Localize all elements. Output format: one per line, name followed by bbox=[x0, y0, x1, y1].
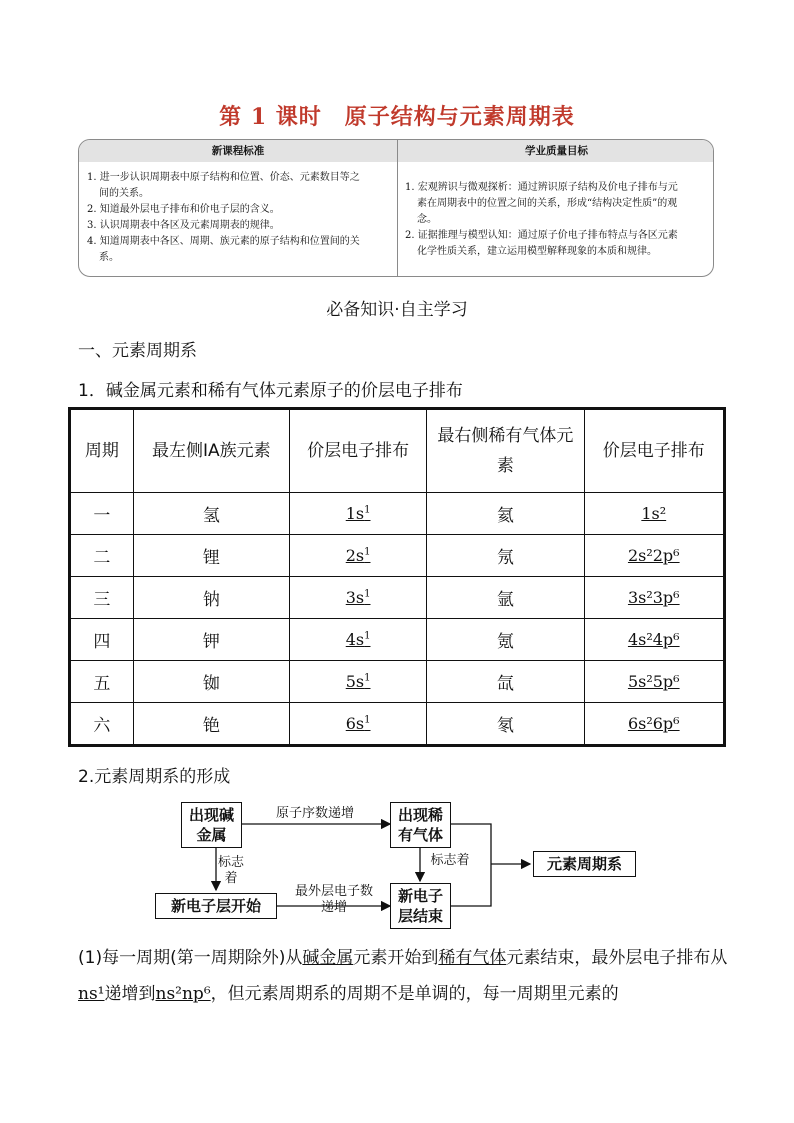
left-element-cell: 铷 bbox=[133, 661, 289, 703]
left-element-cell: 锂 bbox=[133, 535, 289, 577]
text-run: 元素开始到 bbox=[353, 948, 439, 968]
page-title: 第 1 课时 原子结构与元素周期表 bbox=[219, 104, 575, 130]
text-run: 元素结束，最外层电子排布从 bbox=[506, 948, 728, 968]
period-cell: 四 bbox=[70, 619, 134, 661]
flow-label-marks-left: 标志着 bbox=[217, 855, 244, 886]
heading-valence-configuration: 1．碱金属元素和稀有气体元素原子的价层电子排布 bbox=[78, 381, 463, 401]
right-element-cell: 氦 bbox=[427, 493, 584, 535]
config-base: 5s bbox=[345, 671, 365, 691]
flow-label-marks-right: 标志着 bbox=[430, 853, 470, 868]
standard-item: 间的关系。 bbox=[99, 188, 149, 199]
header-left-config: 价层电子排布 bbox=[289, 409, 426, 493]
right-config-value: 3s²3p⁶ bbox=[627, 587, 680, 607]
config-base: 3s bbox=[345, 587, 365, 607]
config-superscript: 1 bbox=[364, 630, 371, 642]
right-element-cell: 氡 bbox=[427, 703, 584, 746]
goal-item: 2. 证据推理与模型认知：通过原子价电子排布特点与各区元素 bbox=[405, 230, 678, 241]
config-superscript: 1 bbox=[364, 588, 371, 600]
goal-item: 化学性质关系，建立运用模型解释现象的本质和规律。 bbox=[417, 246, 657, 257]
standards-left-header: 新课程标准 bbox=[79, 140, 397, 162]
right-element-cell: 氖 bbox=[427, 535, 584, 577]
config-base: 2s bbox=[345, 545, 365, 565]
config-superscript: 1 bbox=[364, 504, 371, 516]
config-superscript: 1 bbox=[364, 714, 371, 726]
right-config-value: 5s²5p⁶ bbox=[627, 671, 680, 691]
period-cell: 一 bbox=[70, 493, 134, 535]
right-config-value: 6s²6p⁶ bbox=[627, 713, 680, 733]
standard-item: 系。 bbox=[99, 252, 119, 263]
header-right-config: 价层电子排布 bbox=[584, 409, 724, 493]
period-cell: 二 bbox=[70, 535, 134, 577]
config-superscript: 1 bbox=[364, 672, 371, 684]
right-element-cell: 氙 bbox=[427, 661, 584, 703]
config-superscript: 1 bbox=[364, 546, 371, 558]
underlined-answer: 碱金属 bbox=[302, 948, 354, 968]
standard-item: 4. 知道周期表中各区、周期、族元素的原子结构和位置间的关 bbox=[87, 236, 360, 247]
underlined-answer: 稀有气体 bbox=[438, 948, 507, 968]
header-left-element: 最左侧ⅠA族元素 bbox=[133, 409, 289, 493]
config-base: 6s bbox=[345, 713, 365, 733]
flow-box-new-shell-end: 新电子层结束 bbox=[390, 883, 451, 929]
underlined-answer: ns¹ bbox=[78, 984, 105, 1004]
right-config-value: 2s²2p⁶ bbox=[627, 545, 680, 565]
config-base: 4s bbox=[345, 629, 365, 649]
text-run: 递增到 bbox=[104, 984, 156, 1004]
underlined-answer: ns²np⁶ bbox=[155, 984, 211, 1004]
standard-item: 2. 知道最外层电子排布和价电子层的含义。 bbox=[87, 204, 280, 215]
text-run: ，但元素周期系的周期不是单调的，每一周期里元素的 bbox=[210, 984, 619, 1004]
paragraph-periods bbox=[78, 940, 728, 1012]
flow-label-outer-electrons: 最外层电子数递增 bbox=[294, 884, 373, 915]
flow-box-new-shell-start: 新电子层开始 bbox=[155, 893, 277, 919]
period-cell: 五 bbox=[70, 661, 134, 703]
right-element-cell: 氪 bbox=[427, 619, 584, 661]
left-element-cell: 钾 bbox=[133, 619, 289, 661]
goal-item: 1. 宏观辨识与微观探析：通过辨识原子结构及价电子排布与元 bbox=[405, 182, 678, 193]
flow-box-periodic-system: 元素周期系 bbox=[533, 851, 636, 877]
config-base: 1s bbox=[345, 503, 365, 523]
header-right-element: 最右侧稀有气体元素 bbox=[427, 409, 584, 493]
heading-element-periodic-system: 一、元素周期系 bbox=[78, 341, 197, 361]
period-cell: 三 bbox=[70, 577, 134, 619]
right-config-value: 4s²4p⁶ bbox=[627, 629, 680, 649]
standard-item: 1. 进一步认识周期表中原子结构和位置、价态、元素数目等之 bbox=[87, 172, 360, 183]
standard-item: 3. 认识周期表中各区及元素周期表的规律。 bbox=[87, 220, 280, 231]
right-config-value: 1s² bbox=[641, 503, 667, 523]
flow-label-atomic-number: 原子序数递增 bbox=[275, 806, 354, 821]
right-element-cell: 氩 bbox=[427, 577, 584, 619]
text-run: (1)每一周期(第一周期除外)从 bbox=[78, 948, 303, 968]
left-element-cell: 铯 bbox=[133, 703, 289, 746]
flow-box-alkali: 出现碱金属 bbox=[181, 802, 242, 848]
left-element-cell: 钠 bbox=[133, 577, 289, 619]
goal-item: 念。 bbox=[417, 214, 437, 225]
flow-box-noble: 出现稀有气体 bbox=[390, 802, 451, 848]
section-title: 必备知识·自主学习 bbox=[326, 300, 468, 320]
period-cell: 六 bbox=[70, 703, 134, 746]
heading-formation: 2.元素周期系的形成 bbox=[78, 767, 231, 787]
header-period: 周期 bbox=[70, 409, 134, 493]
standards-right-header: 学业质量目标 bbox=[398, 140, 714, 162]
goal-item: 素在周期表中的位置之间的关系，形成“结构决定性质”的观 bbox=[417, 198, 678, 209]
left-element-cell: 氢 bbox=[133, 493, 289, 535]
